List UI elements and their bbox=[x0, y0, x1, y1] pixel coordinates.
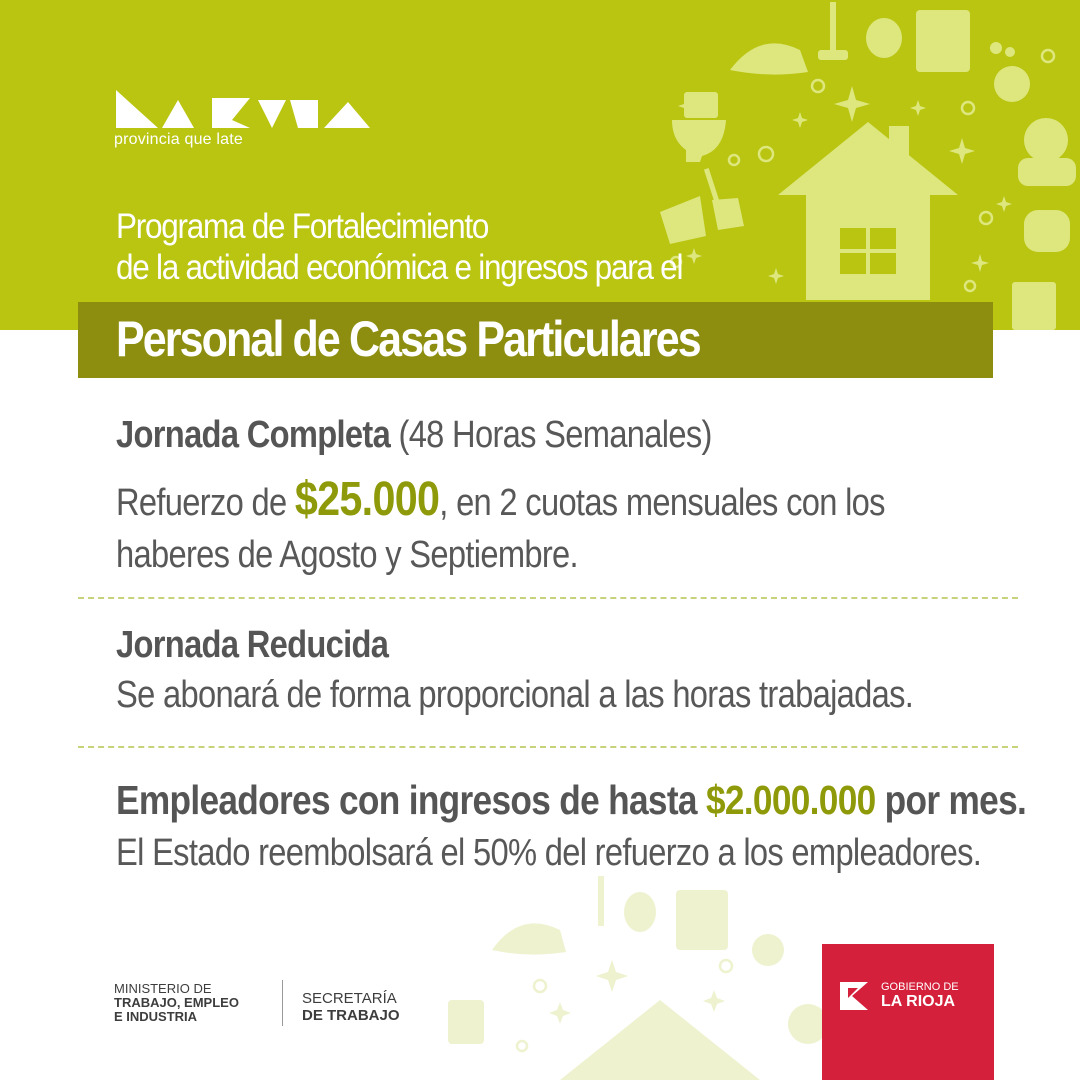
sparkle-icon bbox=[596, 960, 628, 992]
section-empleadores bbox=[116, 775, 1026, 825]
bubbles-icon bbox=[752, 934, 784, 966]
ministry-line-3: E INDUSTRIA bbox=[114, 1009, 198, 1024]
divider bbox=[78, 597, 1018, 599]
empleadores-line-1: El Estado reembolsará el 50% del refuerzo a los empleadores. bbox=[116, 832, 982, 874]
vacuum-icon bbox=[598, 876, 604, 926]
reducida-line-1: Se abonará de forma proporcional a las horas trabajadas. bbox=[116, 674, 914, 716]
section-heading: Jornada Completa bbox=[116, 414, 391, 456]
empleadores-heading-pre: Empleadores con ingresos de hasta bbox=[116, 777, 706, 823]
completa-line-2: haberes de Agosto y Septiembre. bbox=[116, 534, 578, 576]
program-intro bbox=[116, 206, 682, 288]
empleadores-heading-post: por mes. bbox=[875, 777, 1027, 823]
divider bbox=[78, 746, 1018, 748]
house-icon bbox=[560, 1000, 760, 1080]
gobierno-logo-icon bbox=[838, 978, 878, 1014]
completa-amount: $25.000 bbox=[294, 473, 440, 526]
page-title: Personal de Casas Particulares bbox=[116, 311, 700, 367]
empleadores-amount: $2.000.000 bbox=[705, 777, 876, 823]
completa-text-pre: Refuerzo de bbox=[116, 482, 295, 524]
secretaria-line-1: SECRETARÍA bbox=[302, 990, 397, 1007]
secretaria-line-2: DE TRABAJO bbox=[302, 1007, 400, 1024]
section-jornada-completa bbox=[116, 412, 712, 458]
ministry-label bbox=[114, 982, 239, 1024]
gobierno-label-big: LA RIOJA bbox=[881, 993, 956, 1010]
completa-text-post: , en 2 cuotas mensuales con los bbox=[439, 482, 885, 524]
section-heading-note: (48 Horas Semanales) bbox=[398, 414, 712, 456]
completa-line-1 bbox=[116, 472, 885, 531]
ministry-line-2: TRABAJO, EMPLEO bbox=[114, 995, 239, 1010]
secretaria-label bbox=[302, 990, 400, 1024]
gobierno-label-small: GOBIERNO DE bbox=[881, 981, 959, 993]
iron-icon bbox=[492, 923, 566, 954]
section-jornada-reducida: Jornada Reducida bbox=[116, 624, 389, 666]
intro-line-1: Programa de Fortalecimiento bbox=[116, 207, 489, 246]
toilet-icon bbox=[448, 1000, 484, 1044]
logo-tagline: provincia que late bbox=[114, 131, 244, 148]
intro-line-2: de la actividad económica e ingresos para el bbox=[116, 248, 683, 287]
washing-machine-icon bbox=[676, 890, 728, 950]
ministry-line-1: MINISTERIO DE bbox=[114, 981, 212, 996]
footer-separator bbox=[282, 980, 283, 1026]
